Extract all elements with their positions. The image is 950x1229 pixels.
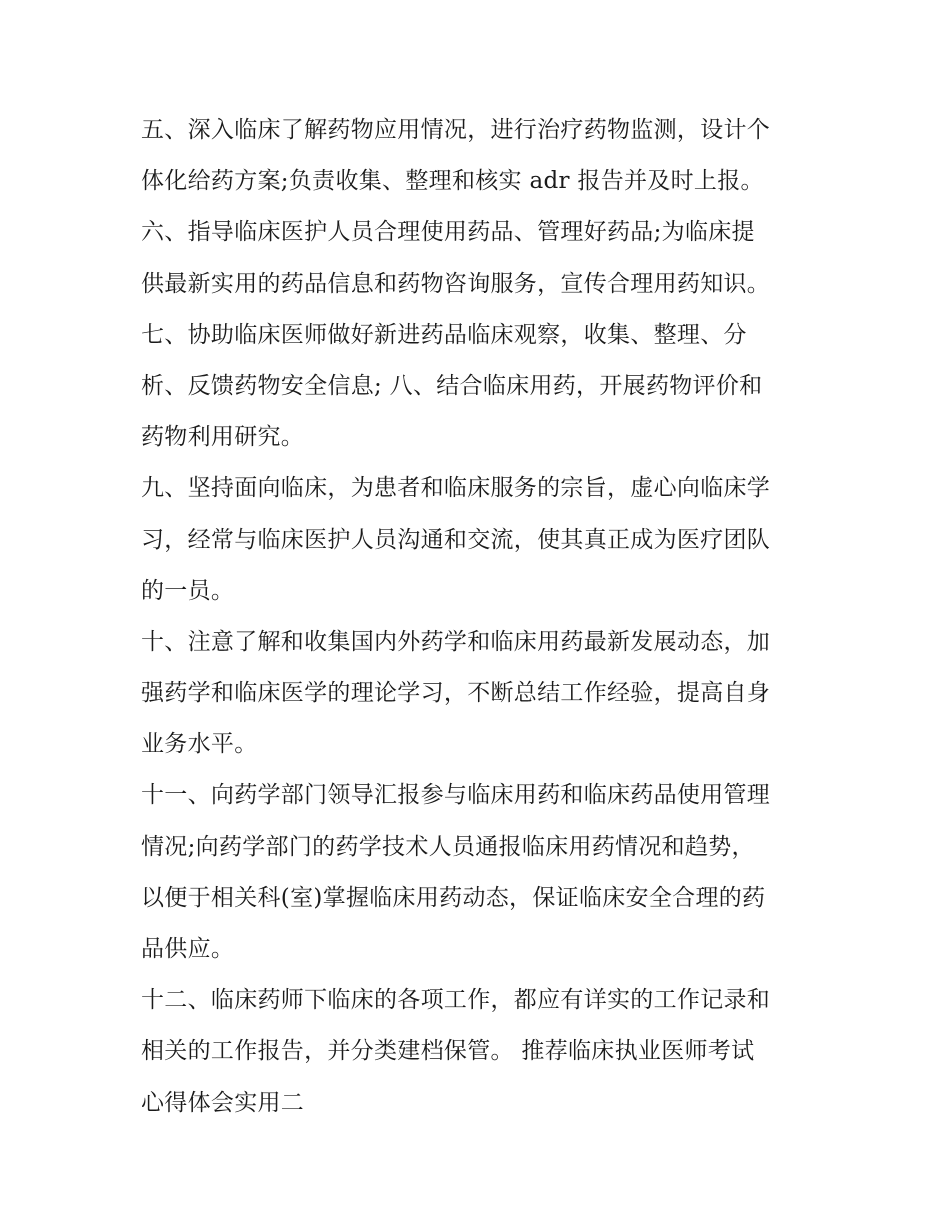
text-line: 十、注意了解和收集国内外药学和临床用药最新发展动态，加 xyxy=(141,628,771,655)
text-line: 习，经常与临床医护人员沟通和交流，使其真正成为医疗团队 xyxy=(141,526,771,553)
text-line: 药物利用研究。 xyxy=(141,424,305,451)
text-line: 五、深入临床了解药物应用情况，进行治疗药物监测，设计个 xyxy=(141,117,771,143)
text-line: 情况;向药学部门的药学技术人员通报临床用药情况和趋势， xyxy=(141,833,755,860)
text-line: 的一员。 xyxy=(141,577,235,604)
text-line: 以便于相关科(室)掌握临床用药动态，保证临床安全合理的药 xyxy=(141,884,766,911)
text-line: 相关的工作报告，并分类建档保管。 推荐临床执业医师考试 xyxy=(141,1038,755,1065)
text-line: 业务水平。 xyxy=(141,731,258,758)
text-line: 十一、向药学部门领导汇报参与临床用药和临床药品使用管理 xyxy=(141,782,771,809)
text-line: 心得体会实用二 xyxy=(141,1089,305,1116)
text-line: 品供应。 xyxy=(141,936,235,962)
text-line: 七、协助临床医师做好新进药品临床观察，收集、整理、分 xyxy=(141,321,747,348)
text-line: 九、坚持面向临床，为患者和临床服务的宗旨，虚心向临床学 xyxy=(141,475,771,502)
text-line: 体化给药方案;负责收集、整理和核实 adr 报告并及时上报。 xyxy=(141,168,764,195)
text-line: 强药学和临床医学的理论学习，不断总结工作经验，提高自身 xyxy=(141,680,771,707)
text-line: 析、反馈药物安全信息; 八、结合临床用药，开展药物评价和 xyxy=(141,372,763,399)
text-line: 六、指导临床医护人员合理使用药品、管理好药品;为临床提 xyxy=(141,219,755,246)
text-line: 十二、临床药师下临床的各项工作，都应有详实的工作记录和 xyxy=(141,987,771,1014)
text-line: 供最新实用的药品信息和药物咨询服务，宣传合理用药知识。 xyxy=(141,270,771,297)
document-body xyxy=(141,105,821,1129)
